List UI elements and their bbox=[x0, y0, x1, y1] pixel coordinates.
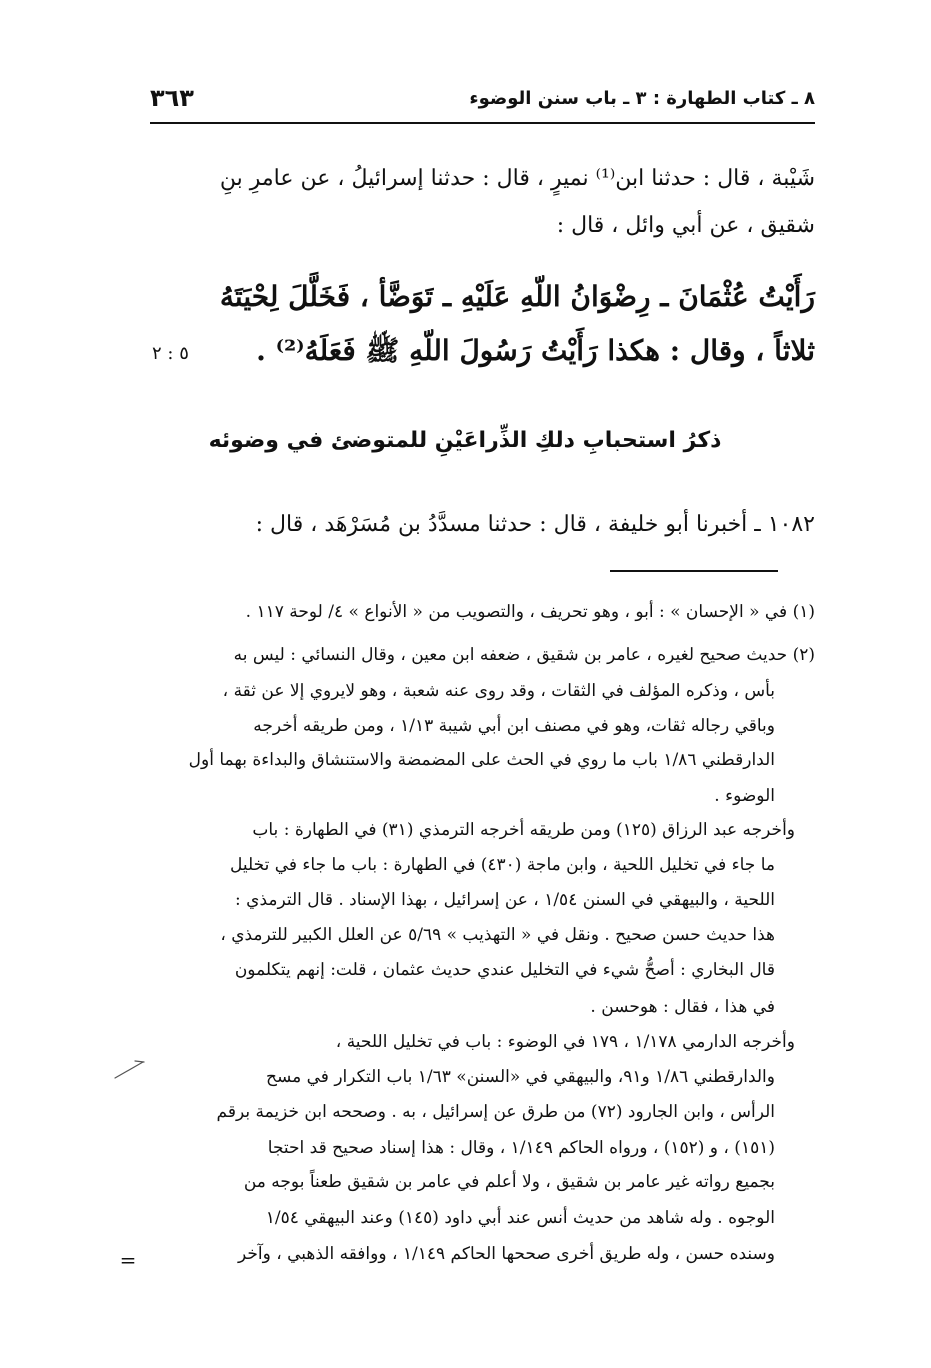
pencil-mark-icon bbox=[113, 1058, 147, 1080]
footnote-line: وسنده حسن ، وله طريق أخرى صححها الحاكم ١/١٤٩ ، ووافقه الذهبي ، وآخر bbox=[237, 1244, 775, 1264]
intro-line: شَيْبة ، قال : حدثنا ابن⁽¹⁾ نميرٍ ، قال : حدثنا إسرائيلُ ، عن عامرِ بنِ bbox=[219, 166, 815, 191]
running-title: ٨ ـ كتاب الطهارة : ٣ ـ باب سنن الوضوء bbox=[469, 88, 815, 109]
footnote-line: بجميع رواته غير عامر بن شقيق ، ولا أعلم في عامر بن شقيق طعناً بوجه من bbox=[243, 1172, 775, 1192]
footnote-line: الرأس ، وابن الجارود (٧٢) من طرق عن إسرائيل ، به . وصححه ابن خزيمة برقم bbox=[216, 1102, 775, 1122]
continuation-mark: = bbox=[119, 1248, 137, 1272]
footnote-line: الدارقطني ١/٨٦ باب ما روي في الحث على المضمضة والاستنشاق والبداءة بهما أول bbox=[188, 750, 775, 770]
footnote-line: والدارقطني ١/٨٦ و٩١، والبيهقي في «السنن» ١/٦٣ باب التكرار في مسح bbox=[265, 1067, 775, 1087]
footnote-line: (١٥١) ، و (١٥٢) ، ورواه الحاكم ١/١٤٩ ، وقال : هذا إسناد صحيح قد احتجا bbox=[267, 1138, 775, 1158]
footnote-line: بأس ، وذكره المؤلف في الثقات ، وقد روى عنه شعبة ، وهو لايروي إلا عن ثقة ، bbox=[222, 681, 775, 701]
footnote-line: (٢) حديث صحيح لغيره ، عامر بن شقيق ، ضعفه ابن معين ، وقال النسائي : ليس به bbox=[233, 645, 815, 665]
header-rule bbox=[150, 122, 815, 124]
section-heading: ذكرُ استحبابِ دلكِ الذِّراعَيْنِ للمتوضئ في وضوئه bbox=[208, 428, 722, 453]
footnote-line: الوضوء . bbox=[714, 786, 775, 806]
hadith-text-line: ثلاثاً ، وقال : هكذا رَأَيْتُ رَسُولَ اللّهِ ﷺ فَعَلَهُ⁽²⁾ . bbox=[256, 334, 815, 367]
footnote-line: ما جاء في تخليل اللحية ، وابن ماجة (٤٣٠) في الطهارة : باب ما جاء في تخليل bbox=[229, 855, 775, 875]
hadith-text-line: رَأَيْتُ عُثْمَانَ ـ رِضْوَانُ اللّهِ عَلَيْهِ ـ تَوَضَّأ ، فَخَلَّلَ لِحْيَتَهُ bbox=[219, 280, 815, 313]
page-number: ٣٦٣ bbox=[150, 84, 194, 112]
footnote-line: (١) في « الإحسان » : أبو ، وهو تحريف ، والتصويب من « الأنواع » ٤/ لوحة ١١٧ . bbox=[245, 602, 815, 622]
footnote-line: الوجوه . وله شاهد من حديث أنس عند أبي داود (١٤٥) وعند البيهقي ١/٥٤ bbox=[265, 1208, 775, 1228]
margin-reference: ٥ : ٢ bbox=[152, 343, 189, 364]
footnote-line: في هذا ، فقال : هوحسن . bbox=[590, 997, 775, 1017]
footnote-line: هذا حديث حسن صحيح . ونقل في « التهذيب » ٥/٦٩ عن العلل الكبير للترمذي ، bbox=[220, 925, 775, 945]
intro-line: شقيق ، عن أبي وائل ، قال : bbox=[556, 213, 815, 238]
footnote-line: قال البخاري : أصحُّ شيء في التخليل عندي حديث عثمان ، قلت: إنهم يتكلمون bbox=[234, 960, 775, 980]
footnote-line: وأخرجه عبد الرزاق (١٢٥) ومن طريقه أخرجه الترمذي (٣١) في الطهارة : باب bbox=[252, 820, 795, 840]
hadith-number-line: ١٠٨٢ ـ أخبرنا أبو خليفة ، قال : حدثنا مسدَّدُ بن مُسَرْهَد ، قال : bbox=[255, 512, 815, 537]
footnote-line: وأخرجه الدارمي ١/١٧٨ ، ١٧٩ في الوضوء : باب في تخليل اللحية ، bbox=[335, 1032, 795, 1052]
footnote-line: وباقي رجاله ثقات، وهو في مصنف ابن أبي شيبة ١/١٣ ، ومن طريقه أخرجه bbox=[253, 716, 775, 736]
footnote-rule bbox=[610, 570, 778, 572]
footnote-line: اللحية ، والبيهقي في السنن ١/٥٤ ، عن إسرائيل ، بهذا الإسناد . قال الترمذي : bbox=[235, 890, 775, 910]
